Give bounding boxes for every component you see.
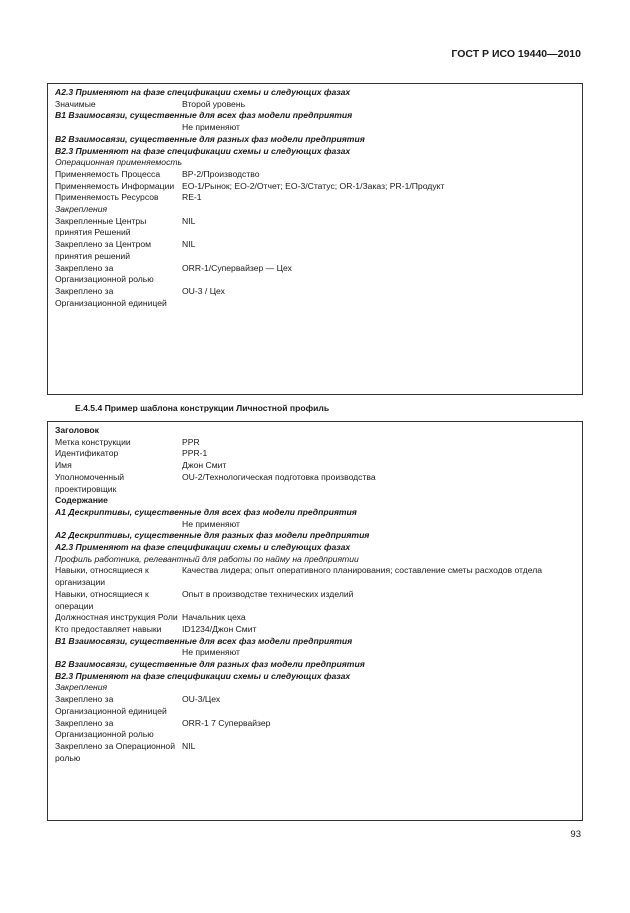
field-row: [55, 612, 576, 624]
field-value: NIL: [182, 215, 196, 226]
field-row: [55, 565, 576, 588]
page-number: 93: [570, 829, 581, 840]
field-label: Навыки, относящиеся к организации: [55, 565, 149, 588]
field-row: [55, 460, 576, 472]
field-label: Уполномоченный проектировщик: [55, 471, 125, 494]
field-value: ID1234/Джон Смит: [182, 623, 257, 634]
field-label: Закреплено за Операционной ролью: [55, 740, 176, 763]
field-label: Применяемость Процесса: [55, 168, 161, 179]
field-value: ЕО-1/Рынок; ЕО-2/Отчет; ЕО-3/Статус; OR-1/Заказ; PR-1/Продукт: [182, 180, 445, 191]
field-value: NIL: [182, 740, 196, 751]
subsection-heading: Операционная применяемость: [55, 157, 183, 168]
template-box-personal-profile: [47, 421, 583, 821]
field-row: [55, 718, 576, 741]
field-value: ORR-1 7 Супервайзер: [182, 717, 271, 728]
not-applicable-note: Не применяют: [182, 122, 240, 133]
field-value: PPR: [182, 436, 200, 447]
field-row: [55, 181, 576, 193]
field-row: [55, 99, 576, 111]
field-label: Закрепленные Центры принятия Решений: [55, 215, 147, 238]
subsection-heading: Профиль работника, релевантный для работы по найму на предприятии: [55, 553, 359, 564]
field-value: RE-1: [182, 192, 202, 203]
section-heading: В2 Взаимосвязи, существенные для разных фаз модели предприятия: [55, 133, 365, 144]
not-applicable-note: Не применяют: [182, 647, 240, 658]
template-box-continued: [47, 83, 583, 395]
document-header: ГОСТ Р ИСО 19440—2010: [451, 48, 581, 60]
field-value: Опыт в производстве технических изделий: [182, 588, 354, 599]
field-row: [55, 741, 576, 764]
field-row: [55, 239, 576, 262]
field-row: [55, 286, 576, 309]
section-heading: А2.3 Применяют на фазе спецификации схемы и следующих фазах: [55, 87, 351, 97]
field-label: Применяемость Ресурсов: [55, 192, 159, 203]
field-label: Закреплено за Центром принятия решений: [55, 239, 152, 261]
field-label: Идентификатор: [55, 448, 119, 459]
field-row: [55, 448, 576, 460]
subsection-heading: Закрепления: [55, 204, 108, 215]
field-row: [55, 263, 576, 286]
field-label: Закреплено за Организационной единицей: [55, 285, 167, 308]
field-label: Метка конструкции: [55, 436, 131, 447]
section-heading: В2.3 Применяют на фазе спецификации схемы и следующих фазах: [55, 670, 351, 681]
field-value: OU-2/Технологическая подготовка производства: [182, 471, 376, 482]
field-value: OU-3/Цех: [182, 694, 221, 705]
field-label: Закреплено за Организационной единицей: [55, 694, 167, 716]
field-value: PPR-1: [182, 448, 208, 459]
field-row: [55, 694, 576, 717]
section-heading: А2.3 Применяют на фазе спецификации схемы и следующих фазах: [55, 542, 351, 553]
block-heading: Содержание: [55, 495, 108, 506]
section-heading: В2.3 Применяют на фазе спецификации схемы и следующих фазах: [55, 145, 351, 156]
field-row: [55, 169, 576, 181]
field-row: [55, 589, 576, 612]
field-label: Значимые: [55, 98, 96, 109]
section-heading: А2 Дескриптивы, существенные для разных фаз модели предприятия: [55, 530, 370, 541]
field-label: Закреплено за Организационной ролью: [55, 262, 154, 285]
section-heading: В1 Взаимосвязи, существенные для всех фаз модели предприятия: [55, 110, 353, 121]
section-heading: В2 Взаимосвязи, существенные для разных фаз модели предприятия: [55, 659, 365, 670]
field-label: Должностная инструкция Роли: [55, 612, 178, 623]
field-value: OU-3 / Цех: [182, 285, 225, 296]
field-row: [55, 192, 576, 204]
field-value: Джон Смит: [182, 460, 227, 471]
field-row: [55, 437, 576, 449]
field-label: Навыки, относящиеся к операции: [55, 588, 149, 611]
block-heading: Заголовок: [55, 425, 99, 435]
field-value: Качества лидера; опыт оперативного планирования; составление сметы расходов отдела: [182, 565, 542, 576]
field-label: Кто предоставляет навыки: [55, 623, 162, 634]
field-label: Имя: [55, 460, 72, 471]
not-applicable-note: Не применяют: [182, 518, 240, 529]
section-caption: E.4.5.4 Пример шаблона конструкции Личностной профиль: [75, 403, 330, 413]
field-label: Закреплено за Организационной ролью: [55, 717, 154, 740]
field-label: Применяемость Информации: [55, 180, 175, 191]
field-value: ORR-1/Супервайзер — Цех: [182, 262, 292, 273]
field-value: NIL: [182, 239, 196, 250]
section-heading: А1 Дескриптивы, существенные для всех фаз модели предприятия: [55, 506, 357, 517]
field-value: ВР-2/Производство: [182, 168, 260, 179]
field-value: Начальник цеха: [182, 612, 246, 623]
field-value: Второй уровень: [182, 98, 246, 109]
field-row: [55, 472, 576, 495]
subsection-heading: Закрепления: [55, 682, 108, 693]
field-row: [55, 624, 576, 636]
field-row: [55, 216, 576, 239]
section-heading: В1 Взаимосвязи, существенные для всех фаз модели предприятия: [55, 635, 353, 646]
